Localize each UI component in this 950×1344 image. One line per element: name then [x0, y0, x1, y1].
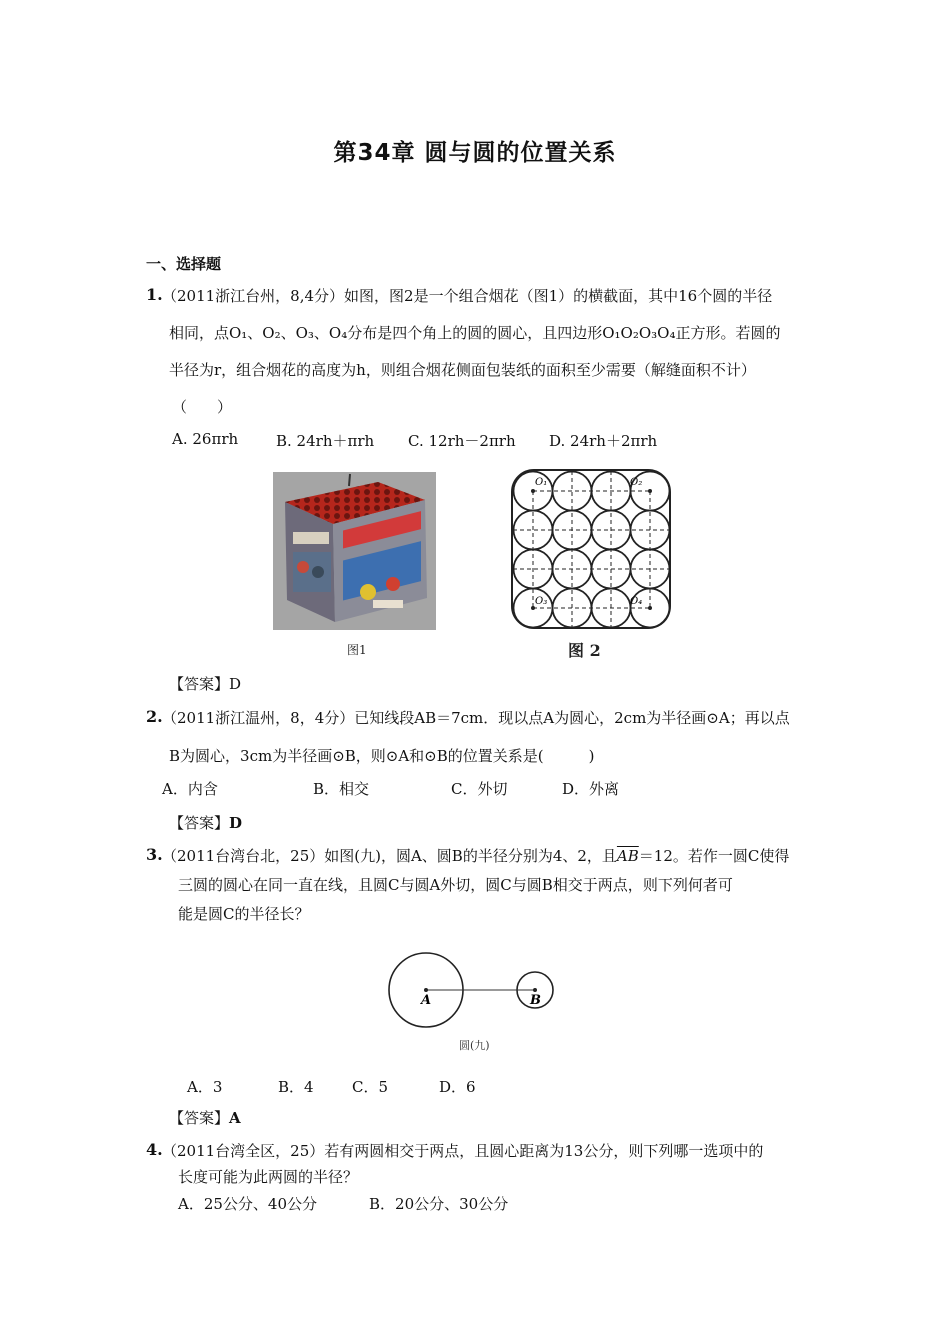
- answer-line: [169, 673, 241, 694]
- answer-value: A: [229, 1109, 241, 1127]
- option-c: C．外切: [451, 780, 508, 798]
- option-a: A．25公分、40公分: [178, 1195, 318, 1213]
- answer-label: 【答案】: [169, 1109, 230, 1127]
- option-b: B．20公分、30公分: [369, 1195, 509, 1213]
- question-number: 3.: [146, 845, 163, 864]
- question-text: （2011浙江台州，8,4分）如图，图2是一个组合烟花（图1）的横截面，其中16个圆的半径: [162, 287, 773, 305]
- question-text-part: ＝12。若作一圆C使得: [638, 847, 790, 865]
- option-d: D. 24rh＋2πrh: [549, 432, 658, 450]
- question-number: 4.: [146, 1140, 163, 1159]
- label-o1: O₁: [535, 477, 548, 488]
- figure-1-caption: 图1: [347, 643, 367, 657]
- answer-label: 【答案】: [169, 675, 230, 693]
- answer-value: D: [229, 675, 242, 693]
- answer-line: [169, 812, 242, 833]
- question-number: 1.: [146, 285, 163, 304]
- question-text: 长度可能为此两圆的半径？: [178, 1168, 359, 1186]
- option-d: D．6: [439, 1078, 476, 1096]
- question-text: 三圆的圆心在同一直在线，且圆C与圆A外切，圆C与圆B相交于两点，则下列何者可: [178, 876, 733, 894]
- cross-section-diagram: [508, 466, 674, 632]
- answer-label: 【答案】: [169, 814, 230, 832]
- option-d: D．外离: [562, 780, 620, 798]
- figure-2-caption: 图 2: [568, 641, 601, 660]
- answer-line: [169, 1107, 241, 1128]
- answer-value: D: [229, 814, 243, 832]
- question-text: 相同，点O₁、O₂、O₃、O₄分布是四个角上的圆的圆心，且四边形O₁O₂O₃O₄正方形。若圆的: [169, 324, 781, 342]
- question-text: [162, 845, 789, 866]
- circles-diagram: [385, 950, 560, 1060]
- figure-caption: 圆(九): [459, 1039, 490, 1052]
- question-text: （2011浙江温州，8，4分）已知线段AB＝7cm．现以点A为圆心，2cm为半径画⊙A；再以点: [162, 709, 790, 727]
- question-number: 2.: [146, 707, 163, 726]
- segment-ab: $\overline{AB}$: [616, 847, 639, 865]
- option-b: B．相交: [313, 780, 370, 798]
- label-o3: O₃: [535, 596, 548, 607]
- option-b: B．4: [278, 1078, 314, 1096]
- option-c: C．5: [352, 1078, 389, 1096]
- section-heading: 一、选择题: [146, 255, 222, 273]
- label-o4: O₄: [630, 596, 643, 607]
- firework-photo: [273, 472, 436, 630]
- option-b: B. 24rh＋πrh: [276, 432, 375, 450]
- question-text: 能是圆C的半径长？: [178, 905, 310, 923]
- question-text: 半径为r，组合烟花的高度为h，则组合烟花侧面包装纸的面积至少需要（解缝面积不计）: [169, 361, 756, 379]
- question-text-part: （2011台湾台北，25）如图(九)，圆A、圆B的半径分别为4、2，且: [162, 847, 617, 865]
- label-a: A: [421, 993, 432, 1008]
- option-a: A. 26πrh: [172, 430, 239, 448]
- label-b: B: [530, 993, 541, 1008]
- option-a: A．3: [187, 1078, 223, 1096]
- question-text: B为圆心，3cm为半径画⊙B，则⊙A和⊙B的位置关系是( ): [169, 747, 595, 765]
- option-a: A．内含: [162, 780, 218, 798]
- answer-blank: （ ）: [172, 398, 233, 416]
- option-c: C. 12rh－2πrh: [408, 432, 516, 450]
- firework-box-illustration: [273, 472, 436, 630]
- label-o2: O₂: [630, 477, 643, 488]
- question-text: （2011台湾全区，25）若有两圆相交于两点，且圆心距离为13公分，则下列哪一选项中的: [162, 1142, 764, 1160]
- page-title: 第34章 圆与圆的位置关系: [333, 140, 617, 166]
